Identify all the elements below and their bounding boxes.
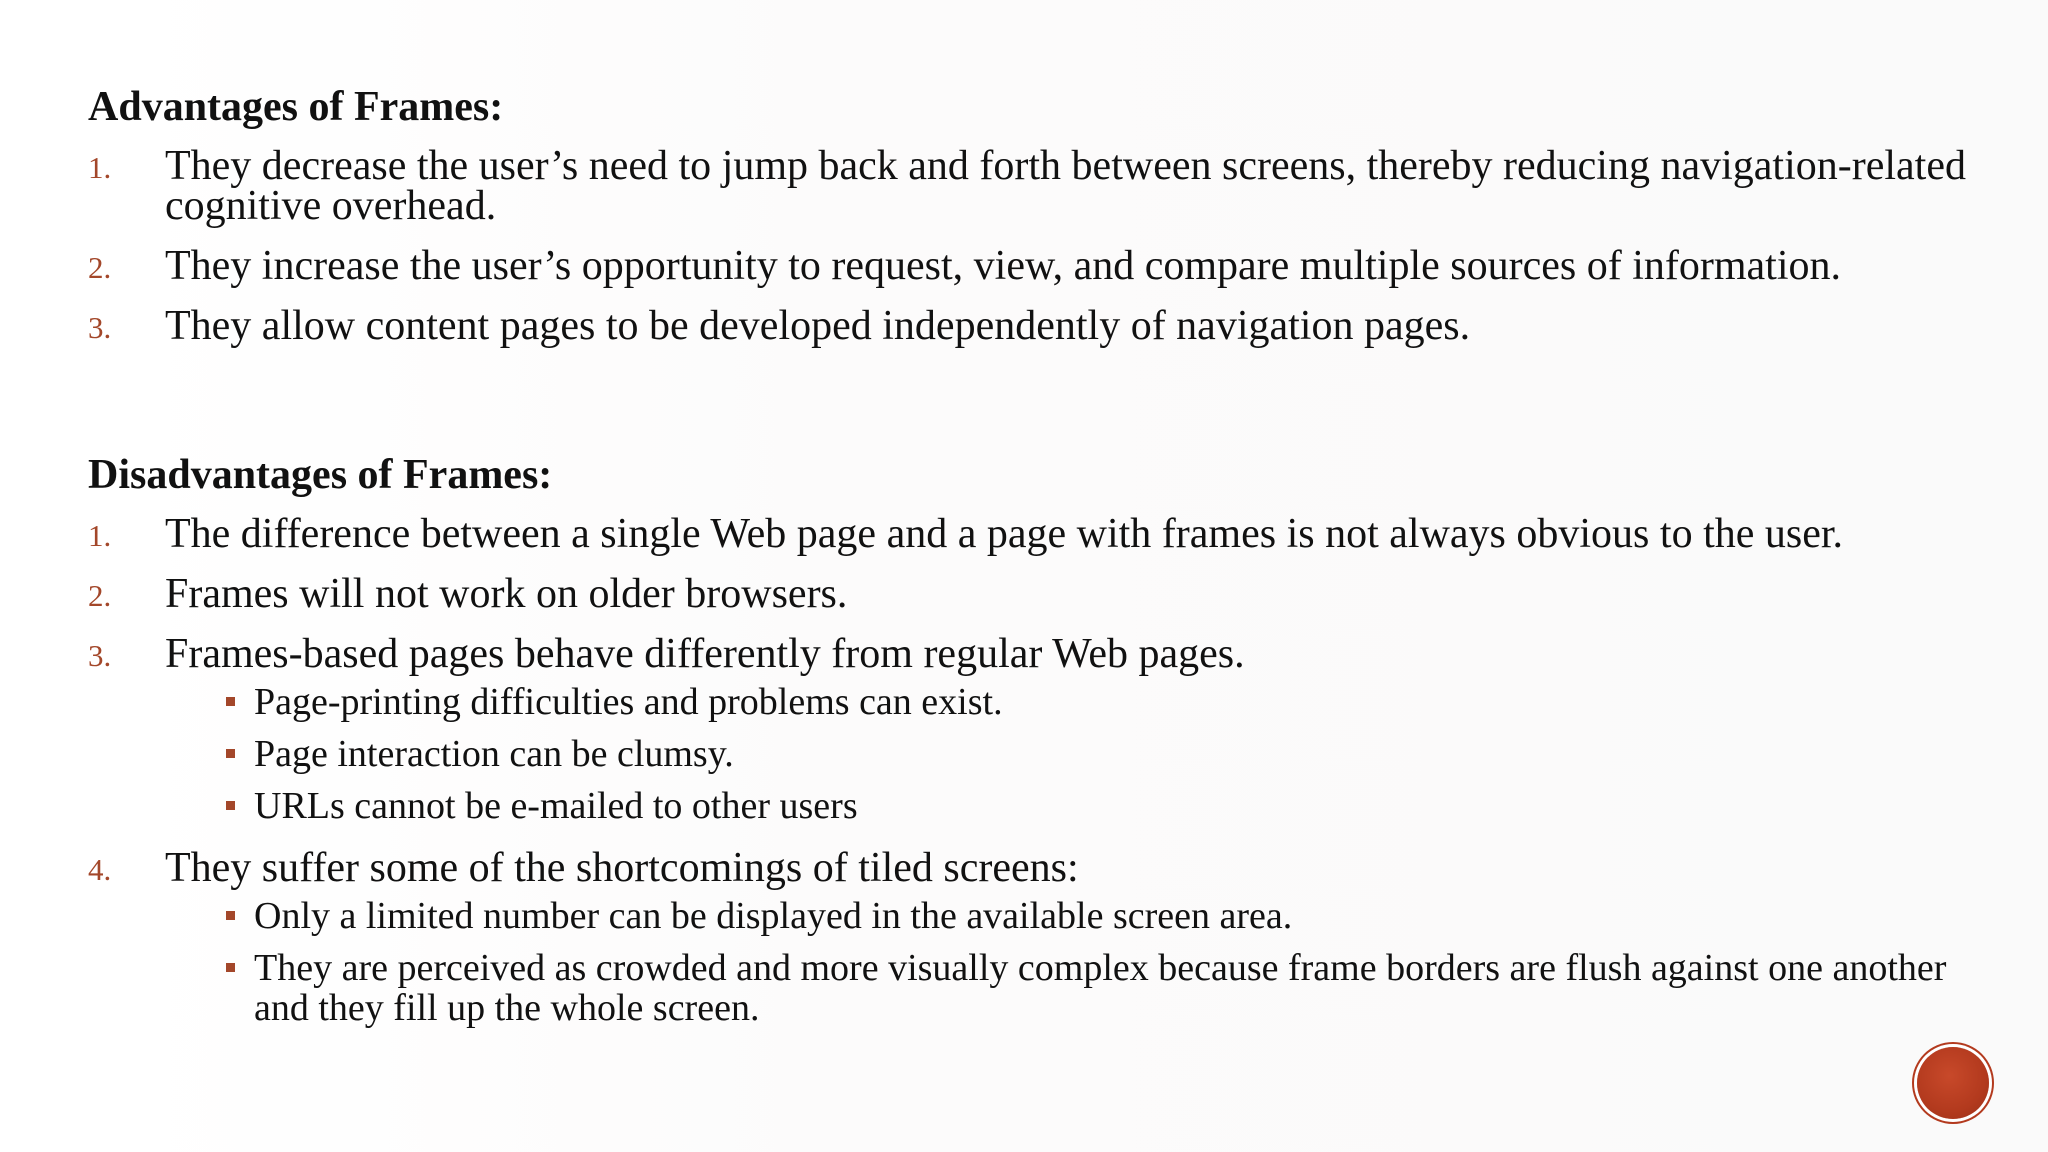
list-number: 1. (88, 518, 112, 553)
disadvantage-3-subitems (88, 682, 1968, 826)
list-number: 3. (88, 638, 112, 673)
disadvantage-4-subitems (88, 896, 1968, 1028)
sub-list-item (226, 948, 1968, 1028)
list-number: 1. (88, 150, 112, 185)
disadvantage-item-3 (88, 631, 1968, 677)
sub-list-item-text: Page interaction can be clumsy. (254, 733, 734, 775)
sub-list-item (226, 682, 1968, 722)
list-item-text: Frames will not work on older browsers. (165, 571, 848, 617)
disadvantages-heading: Disadvantages of Frames: (88, 452, 553, 498)
list-number: 4. (88, 852, 112, 887)
slide-content (88, 80, 1968, 1040)
advantage-item-2 (88, 243, 1968, 289)
sub-list-item-text: Page-printing difficulties and problems can exist. (254, 681, 1003, 723)
disadvantage-item-2 (88, 571, 1968, 617)
section-spacer (88, 366, 1968, 448)
sub-list-item-text: Only a limited number can be displayed in the available screen area. (254, 895, 1293, 937)
list-item-text: The difference between a single Web page and a page with frames is not always obvious to the user. (165, 511, 1844, 557)
advantages-heading: Advantages of Frames: (88, 84, 504, 130)
advantage-item-3 (88, 303, 1968, 349)
sub-list-item-text: URLs cannot be e-mailed to other users (254, 785, 858, 827)
sub-list-item (226, 734, 1968, 774)
disadvantage-item-4 (88, 845, 1968, 891)
list-item-text: They increase the user’s opportunity to request, view, and compare multiple sources of information. (165, 243, 1842, 289)
list-item-text: They suffer some of the shortcomings of tiled screens: (165, 845, 1079, 891)
sub-list-item-text: They are perceived as crowded and more visually complex because frame borders are flush against one another and they fill up the whole screen. (254, 947, 1947, 1029)
list-number: 2. (88, 250, 112, 285)
sub-list-item (226, 896, 1968, 936)
list-item-text: They allow content pages to be developed independently of navigation pages. (165, 303, 1471, 349)
list-number: 2. (88, 578, 112, 613)
list-number: 3. (88, 310, 112, 345)
square-bullet-icon (226, 697, 235, 706)
sub-list-item (226, 786, 1968, 826)
list-item-text: They decrease the user’s need to jump back and forth between screens, thereby reducing navigation-related cognitive overhead. (165, 143, 1966, 229)
circle-button-icon[interactable] (1917, 1047, 1989, 1119)
advantage-item-1 (88, 143, 1968, 229)
square-bullet-icon (226, 911, 235, 920)
list-item-text: Frames-based pages behave differently from regular Web pages. (165, 631, 1245, 677)
square-bullet-icon (226, 801, 235, 810)
square-bullet-icon (226, 749, 235, 758)
disadvantage-item-1 (88, 511, 1968, 557)
square-bullet-icon (226, 963, 235, 972)
